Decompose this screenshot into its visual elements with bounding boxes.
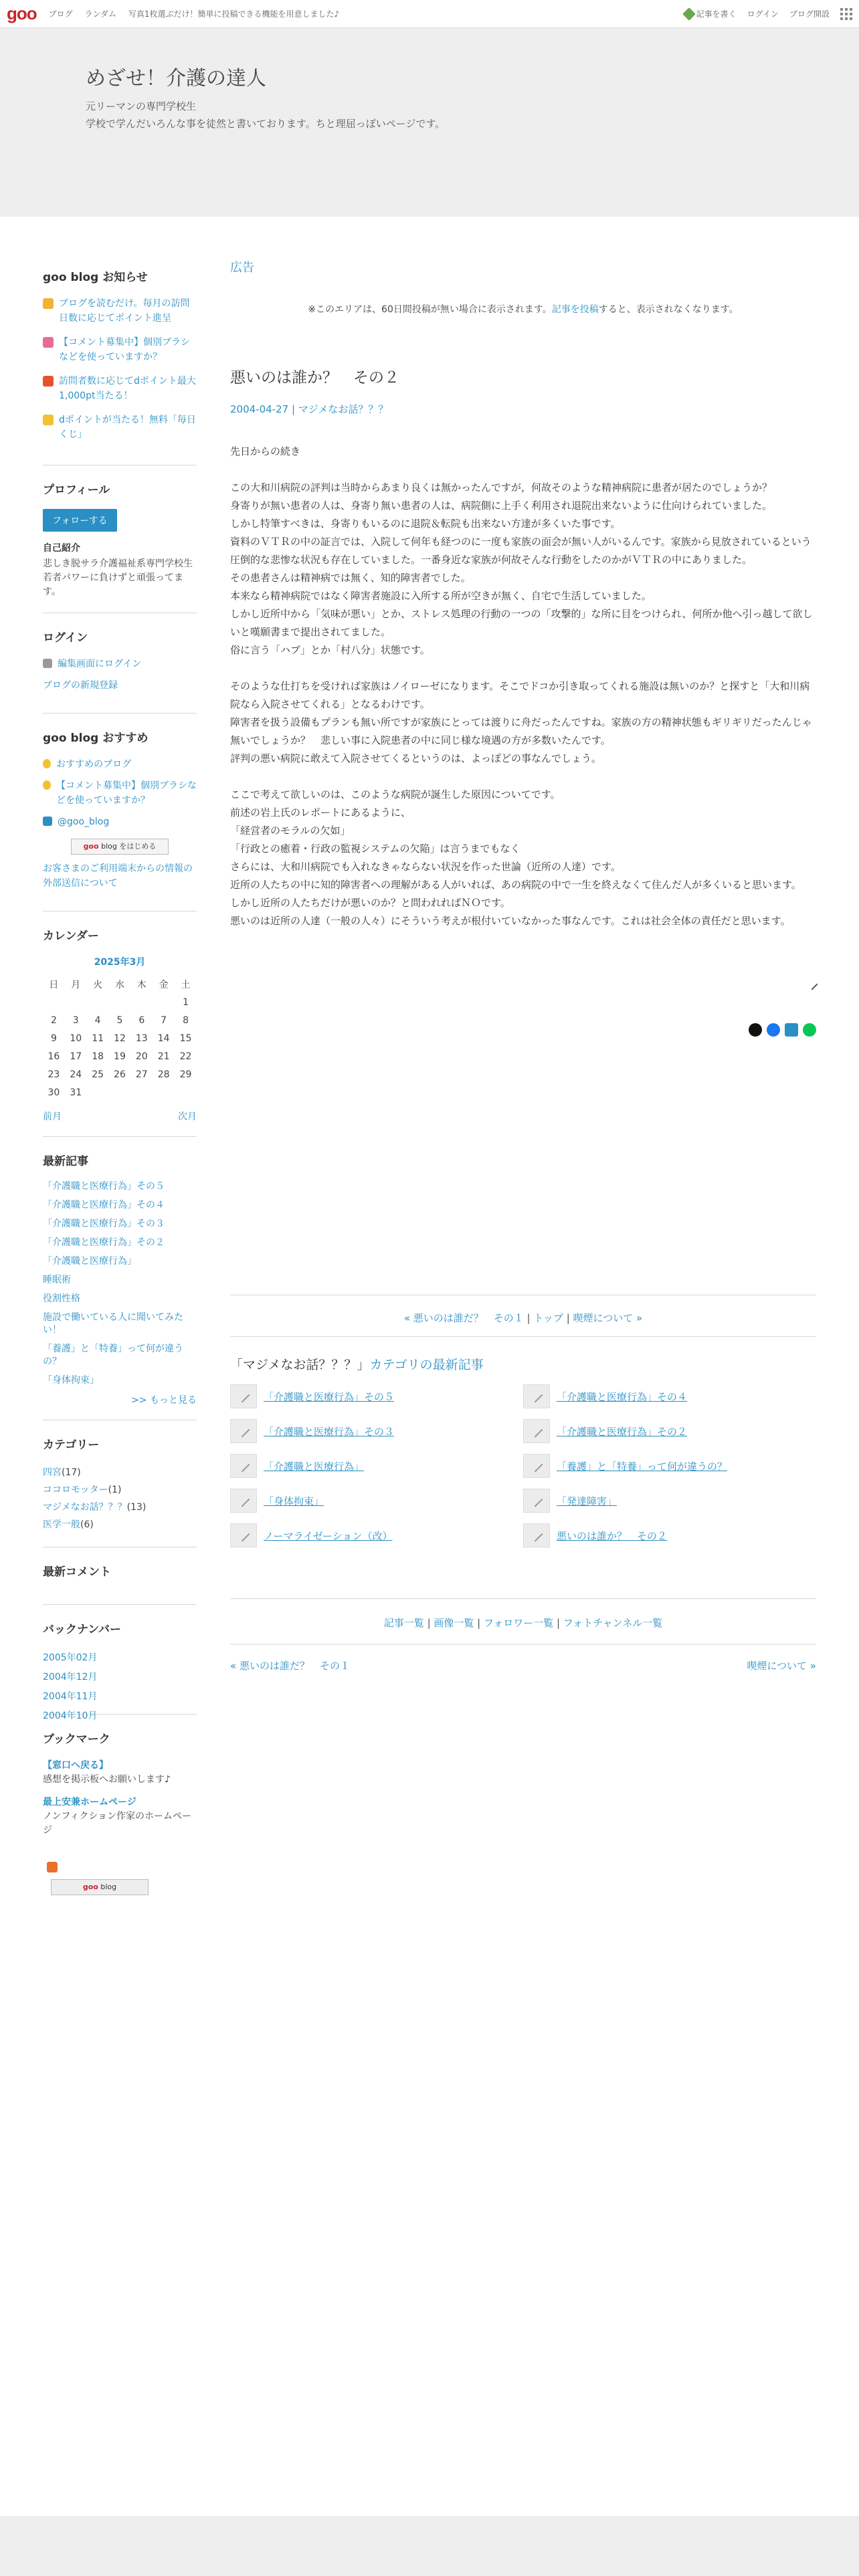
top-right bbox=[684, 8, 852, 20]
calendar-day: 15 bbox=[179, 1033, 192, 1044]
prev-month-link[interactable]: 前月 bbox=[43, 1111, 62, 1122]
category-link[interactable]: マジメなお話？？？ bbox=[43, 1502, 127, 1513]
footer-sep: | bbox=[423, 1617, 434, 1629]
bottom-nav bbox=[230, 1658, 816, 1673]
post-paragraph: 資料のＶＴＲの中の証言では、入院して何年も経つのに一度も家族の面会が無い人がいるんです。家族から見放されているという圧倒的な悲惨な状況も存在していました。一番身近な家族が何故そんな行動をしたのかがＶＴＲの中にありました。 bbox=[230, 536, 812, 566]
calendar-day bbox=[65, 993, 87, 1011]
post-paragraph: 前述の岩上氏のレポートにあるように、 bbox=[230, 807, 411, 819]
photo-channel-link[interactable]: フォトチャンネル一覧 bbox=[563, 1617, 663, 1629]
category-latest-item bbox=[230, 1523, 523, 1547]
post-paragraph: 評判の悪い病院に敢えて入院させてくるというのは、よっぽどの事なんでしょう。 bbox=[230, 752, 602, 764]
calendar-day: 17 bbox=[70, 1051, 82, 1062]
category-count: (17) bbox=[62, 1467, 81, 1478]
category-latest-grid bbox=[230, 1384, 816, 1547]
calendar-nav bbox=[43, 1109, 197, 1123]
post-paragraph: しかし特筆すべきは、身寄りもいるのに退院＆転院も出来ない方達が多くいた事です。 bbox=[230, 518, 621, 530]
sidebar bbox=[43, 267, 202, 1895]
category-latest-title bbox=[230, 1355, 484, 1373]
post-paragraph: 先日からの続き bbox=[230, 445, 301, 457]
calendar-day: 3 bbox=[72, 1014, 79, 1026]
post-paragraph: 身寄りが無い患者の人は、身寄り無い患者の人は、病院側に上手く利用され退院出来ないように仕向けられていました。 bbox=[230, 500, 773, 512]
calendar-week bbox=[43, 1011, 197, 1029]
post-body bbox=[230, 443, 816, 930]
post-paragraph: 「経営者のモラルの欠如」 bbox=[230, 825, 351, 837]
calendar-week bbox=[43, 1029, 197, 1047]
category-item bbox=[43, 1464, 197, 1481]
calendar-day: 29 bbox=[179, 1069, 192, 1080]
ad-note-post: すると、表示されなくなります。 bbox=[598, 304, 739, 315]
ad-note-pre: ※このエリアは、60日間投稿が無い場合に表示されます。 bbox=[308, 304, 552, 315]
calendar-day: 1 bbox=[183, 996, 189, 1008]
category-item bbox=[43, 1499, 197, 1516]
notice-text: 訪問者数に応じてdポイント最大1,000pt当たる！ bbox=[59, 376, 196, 401]
pen-icon bbox=[43, 659, 52, 668]
weekday: 金 bbox=[159, 979, 169, 990]
weekday: 木 bbox=[136, 979, 147, 990]
post-paragraph: 悪いのは近所の人達（一般の人々）にそういう考えが根付いていなかった事なんです。これは社会全体の責任だと思います。 bbox=[230, 915, 791, 927]
no-image-icon[interactable] bbox=[230, 1454, 257, 1478]
divider bbox=[230, 1336, 816, 1337]
category-latest-item bbox=[523, 1489, 816, 1513]
post-pager bbox=[230, 1311, 816, 1325]
goo-mark: goo bbox=[82, 1883, 98, 1891]
calendar-day: 20 bbox=[135, 1051, 148, 1062]
bottom-next-link[interactable]: 喫煙について » bbox=[747, 1660, 816, 1672]
bulb-icon bbox=[43, 780, 51, 790]
no-image-icon[interactable] bbox=[523, 1384, 550, 1408]
write-post-button[interactable] bbox=[684, 8, 737, 19]
notice-item[interactable] bbox=[43, 296, 197, 326]
calendar-day: 14 bbox=[157, 1033, 170, 1044]
weekday: 土 bbox=[181, 979, 191, 990]
backnumber-link[interactable]: 2004年11月 bbox=[43, 1691, 98, 1702]
calendar-day: 26 bbox=[114, 1069, 126, 1080]
calendar-day bbox=[109, 993, 131, 1011]
no-image-icon[interactable] bbox=[230, 1419, 257, 1443]
edit-login-link[interactable]: 編集画面にログイン bbox=[43, 657, 197, 671]
calendar-month: 2025年3月 bbox=[94, 957, 146, 968]
category-link[interactable]: ココロモッター bbox=[43, 1485, 108, 1495]
ad-title: 広告 bbox=[230, 261, 254, 275]
category-latest-item bbox=[523, 1454, 816, 1478]
meta-sep: | bbox=[288, 403, 298, 415]
page-footer bbox=[0, 2516, 859, 2576]
calendar-title: カレンダー bbox=[43, 930, 99, 943]
category-latest-item bbox=[230, 1454, 523, 1478]
app-grid-icon[interactable] bbox=[840, 8, 852, 20]
no-image-icon[interactable] bbox=[523, 1489, 550, 1513]
start-blog-label: blog をはじめる bbox=[98, 842, 157, 851]
recent-post-link[interactable]: 「身体拘束」 bbox=[43, 1375, 99, 1386]
rss-icon[interactable] bbox=[47, 1862, 58, 1872]
category-item bbox=[43, 1516, 197, 1533]
calendar-day: 12 bbox=[114, 1033, 126, 1044]
weekday: 日 bbox=[49, 979, 59, 990]
calendar-day bbox=[153, 993, 175, 1011]
post-list-link[interactable]: 記事一覧 bbox=[383, 1617, 424, 1629]
recommend-link[interactable]: 【コメント募集中】個別ブラシなどを使っていますか？ bbox=[43, 778, 197, 808]
self-intro-text: 悲しき脱サラ介護福祉系専門学校生 若者パワーに負けずと頑張ってます。 bbox=[43, 558, 202, 597]
pager-sep: | bbox=[563, 1312, 573, 1324]
category-latest-link[interactable]: 「介護職と医療行為」その３ bbox=[264, 1425, 395, 1438]
x-share-icon[interactable] bbox=[749, 1023, 762, 1037]
post-meta bbox=[230, 402, 816, 416]
comments-title: 最新コメント bbox=[43, 1566, 111, 1579]
backnumber-link[interactable]: 2004年10月 bbox=[43, 1711, 98, 1721]
calendar-day: 7 bbox=[161, 1014, 167, 1026]
calendar-day: 23 bbox=[47, 1069, 60, 1080]
start-blog-button[interactable] bbox=[71, 839, 169, 855]
calendar-week bbox=[43, 1083, 197, 1101]
category-latest-link[interactable]: 「介護職と医療行為」その４ bbox=[557, 1390, 688, 1403]
category-link[interactable]: 四宮 bbox=[43, 1467, 62, 1478]
weekday: 月 bbox=[71, 979, 81, 990]
backnumber-title: バックナンバー bbox=[43, 1623, 121, 1636]
profile-title: プロフィール bbox=[43, 484, 110, 497]
recent-post-link[interactable]: 役割性格 bbox=[43, 1293, 80, 1304]
line-share-icon[interactable] bbox=[803, 1023, 816, 1037]
post-paragraph: その患者さんは精神病では無く、知的障害者でした。 bbox=[230, 572, 471, 584]
recent-post-link[interactable]: 「介護職と医療行為」その２ bbox=[43, 1237, 165, 1248]
notice-item[interactable] bbox=[43, 413, 197, 442]
category-latest-link[interactable]: 「介護職と医療行為」その５ bbox=[264, 1390, 395, 1403]
category-count: (6) bbox=[80, 1519, 94, 1530]
category-latest-link[interactable]: カテゴリの最新記事 bbox=[369, 1358, 484, 1372]
calendar-day: 18 bbox=[92, 1051, 104, 1062]
recent-title: 最新記事 bbox=[43, 1155, 88, 1168]
weekday: 水 bbox=[114, 979, 124, 990]
blog-header bbox=[0, 28, 859, 217]
hatena-share-icon[interactable] bbox=[785, 1023, 798, 1037]
backnumber-link[interactable]: 2004年12月 bbox=[43, 1672, 98, 1683]
post-title: 悪いのは誰か？ その２ bbox=[230, 369, 399, 387]
share-buttons bbox=[749, 1023, 816, 1037]
post-paragraph: 俗に言う「ハブ」とか「村八分」状態です。 bbox=[230, 644, 430, 656]
calendar-day: 24 bbox=[70, 1069, 82, 1080]
calendar-day: 5 bbox=[116, 1014, 123, 1026]
bulb-icon bbox=[43, 759, 51, 768]
post-paragraph bbox=[230, 659, 816, 677]
category-latest-item bbox=[230, 1384, 523, 1408]
category-latest-item bbox=[523, 1523, 816, 1547]
calendar-day bbox=[130, 1083, 153, 1101]
next-month-link[interactable]: 次月 bbox=[178, 1111, 197, 1122]
calendar-week bbox=[43, 1065, 197, 1083]
calendar-days bbox=[43, 993, 197, 1101]
category-link[interactable]: 医学一般 bbox=[43, 1519, 80, 1530]
category-latest-link[interactable]: 悪いのは誰か？ その２ bbox=[557, 1529, 668, 1542]
calendar-day: 22 bbox=[179, 1051, 192, 1062]
external-info-link[interactable]: お客さまのご利用端末からの情報の外部送信について bbox=[43, 863, 193, 889]
pattern-icon bbox=[43, 376, 54, 387]
no-image-icon[interactable] bbox=[523, 1454, 550, 1478]
twitter-icon bbox=[43, 817, 52, 826]
footer-links bbox=[230, 1616, 816, 1630]
backnumber-list[interactable] bbox=[43, 1648, 197, 1721]
calendar-day bbox=[43, 993, 65, 1011]
no-image-icon[interactable] bbox=[230, 1523, 257, 1547]
recent-section bbox=[43, 1152, 197, 1420]
bottom-prev-link[interactable]: « 悪いのは誰だ？ その１ bbox=[230, 1660, 350, 1672]
bookmark-title: ブックマーク bbox=[43, 1733, 110, 1746]
calendar-day bbox=[175, 1083, 197, 1101]
notice-text: dポイントが当たる！無料「毎日くじ」 bbox=[59, 415, 196, 440]
goo-logo[interactable]: goo bbox=[7, 3, 37, 23]
category-count: (1) bbox=[108, 1485, 122, 1495]
calendar-day: 31 bbox=[70, 1087, 82, 1098]
category-latest-link[interactable]: ノーマライゼーション（改） bbox=[264, 1529, 393, 1542]
category-latest-name: 「マジメなお話？？？」 bbox=[230, 1358, 370, 1372]
calendar-section bbox=[43, 926, 197, 1137]
edit-pen-icon[interactable] bbox=[807, 979, 818, 990]
calendar-week bbox=[43, 993, 197, 1011]
calendar-day: 16 bbox=[47, 1051, 60, 1062]
category-latest-link[interactable]: 「発達障害」 bbox=[557, 1495, 617, 1507]
post-paragraph: 近所の人たちの中に知的障害者への理解がある人がいれば、あの病院の中で一生を終えなくて住んだ人が多くいると思います。 bbox=[230, 879, 801, 891]
next-post-link[interactable]: 喫煙について » bbox=[573, 1312, 643, 1324]
post-paragraph bbox=[230, 461, 816, 479]
top-link[interactable]: トップ bbox=[533, 1312, 563, 1324]
post-paragraph: しかし近所中から「気味が悪い」とか、ストレス処理の行動の一つの「攻撃的」な所に目をつけられ、何所か他へ引っ越して欲しいと嘆願書まで提出されてました。 bbox=[230, 608, 813, 638]
calendar-day: 4 bbox=[94, 1014, 101, 1026]
new-register-link[interactable]: ブログの新規登録 bbox=[43, 680, 118, 691]
recent-post-link[interactable]: 「介護職と医療行為」その４ bbox=[43, 1200, 165, 1210]
top-bar bbox=[0, 0, 859, 28]
blog-description bbox=[86, 98, 445, 132]
post-paragraph: さらには、大和川病院でも入れなきゃならない状況を作った世論（近所の人達）です。 bbox=[230, 861, 621, 873]
category-latest-item bbox=[230, 1419, 523, 1443]
blog-desc-line1: 元リーマンの専門学校生 bbox=[86, 100, 197, 112]
post-paragraph: ここで考えて欲しいのは、このような病院が誕生した原因についてです。 bbox=[230, 788, 561, 800]
follow-button[interactable]: フォローする bbox=[43, 509, 117, 532]
calendar-day bbox=[153, 1083, 175, 1101]
footer-sep: | bbox=[553, 1617, 563, 1629]
blog-desc-line2: 学校で学んだいろんな事を徒然と書いております。ちと理屈っぽいページです。 bbox=[86, 118, 446, 130]
post-paragraph: 本来なら精神病院ではなく障害者施設に入所する所が空きが無く、自宅で生活していました。 bbox=[230, 590, 652, 602]
top-nav-blog[interactable]: ブログ bbox=[48, 9, 73, 19]
no-image-icon[interactable] bbox=[523, 1523, 550, 1547]
category-section bbox=[43, 1435, 197, 1547]
bookmark-link[interactable]: 最上安兼ホームページ bbox=[43, 1797, 136, 1808]
notices-section bbox=[43, 267, 197, 465]
notice-item[interactable] bbox=[43, 335, 197, 364]
category-latest-link[interactable]: 「身体拘束」 bbox=[264, 1495, 324, 1507]
points-icon bbox=[43, 298, 54, 309]
twitter-link[interactable]: @goo_blog bbox=[43, 815, 197, 829]
top-nav-promo[interactable]: 写真1枚選ぶだけ！簡単に投稿できる機能を用意しました♪ bbox=[128, 9, 340, 19]
facebook-share-icon[interactable] bbox=[767, 1023, 780, 1037]
post-category[interactable]: マジメなお話？？？ bbox=[298, 403, 389, 415]
recent-post-link[interactable]: 「介護職と医療行為」その５ bbox=[43, 1181, 165, 1192]
notice-item[interactable] bbox=[43, 374, 197, 403]
divider bbox=[230, 1598, 816, 1599]
backnumber-link[interactable]: 2005年02月 bbox=[43, 1652, 98, 1663]
bookmark-section bbox=[43, 1729, 197, 1895]
login-section bbox=[43, 628, 197, 714]
self-intro-title: 自己紹介 bbox=[43, 543, 80, 554]
badge-label: blog bbox=[98, 1883, 117, 1891]
category-item bbox=[43, 1481, 197, 1499]
calendar-day: 11 bbox=[92, 1033, 104, 1044]
calendar-day: 21 bbox=[157, 1051, 170, 1062]
calendar-day bbox=[109, 1083, 131, 1101]
image-list-link[interactable]: 画像一覧 bbox=[434, 1617, 474, 1629]
calendar-day: 8 bbox=[183, 1014, 189, 1026]
goo-mark: goo bbox=[83, 842, 99, 851]
comments-section bbox=[43, 1562, 197, 1605]
calendar-day: 28 bbox=[157, 1069, 170, 1080]
calendar-day: 27 bbox=[135, 1069, 148, 1080]
category-title: カテゴリー bbox=[43, 1438, 100, 1452]
calendar-day: 10 bbox=[70, 1033, 82, 1044]
pencil-icon bbox=[682, 7, 696, 21]
calendar-day bbox=[87, 1083, 109, 1101]
pager-sep: | bbox=[523, 1312, 534, 1324]
bookmark-desc: 感想を掲示板へお願いします♪ bbox=[43, 1774, 171, 1785]
recommend-link[interactable]: おすすめのブログ bbox=[43, 757, 197, 772]
prev-post-link[interactable]: « 悪いのは誰だ？ その１ bbox=[403, 1312, 524, 1324]
calendar-day bbox=[130, 993, 153, 1011]
recent-post-link[interactable]: 「介護職と医療行為」 bbox=[43, 1256, 136, 1267]
category-latest-link[interactable]: 「介護職と医療行為」その２ bbox=[557, 1425, 688, 1438]
calendar-weekdays bbox=[43, 975, 197, 993]
music-note-icon bbox=[43, 337, 54, 348]
post-paragraph: そのような仕打ちを受ければ家族はノイローゼになります。そこでドコか引き取ってくれる施設は無いのか？と探すと「大和川病院なら入院させてくれる」となるわけです。 bbox=[230, 680, 810, 710]
calendar-day bbox=[87, 993, 109, 1011]
recent-post-link[interactable]: 「介護職と医療行為」その３ bbox=[43, 1218, 165, 1229]
weekday: 火 bbox=[93, 979, 103, 990]
ad-note bbox=[230, 302, 816, 316]
top-nav-random[interactable]: ランダム bbox=[84, 9, 117, 19]
category-latest-link[interactable]: 「介護職と医療行為」 bbox=[264, 1460, 365, 1473]
notice-text: ブログを読むだけ。毎月の訪問日数に応じてポイント進呈 bbox=[59, 298, 190, 324]
post-paragraph: この大和川病院の評判は当時からあまり良くは無かったんですが，何故そのような精神病院に患者が居たのでしょうか？ bbox=[230, 481, 773, 494]
post-paragraph: しかし近所の人たちだけが悪いのか？と問われればＮＯです。 bbox=[230, 897, 510, 909]
no-image-icon[interactable] bbox=[230, 1384, 257, 1408]
login-title: ログイン bbox=[43, 631, 88, 645]
calendar-day: 25 bbox=[92, 1069, 104, 1080]
goo-blog-badge[interactable] bbox=[51, 1879, 149, 1895]
sparkle-icon bbox=[43, 415, 54, 425]
main-content bbox=[230, 258, 816, 930]
recommend-title: goo blog おすすめ bbox=[43, 732, 149, 745]
post-date[interactable]: 2004-04-27 bbox=[230, 403, 289, 415]
open-blog-link[interactable]: ブログ開設 bbox=[789, 9, 830, 19]
follower-list-link[interactable]: フォロワー一覧 bbox=[484, 1617, 554, 1629]
bookmark-link[interactable]: 【窓口へ戻る】 bbox=[43, 1760, 108, 1771]
more-link[interactable]: >> もっと見る bbox=[131, 1395, 197, 1406]
backnumber-section bbox=[43, 1620, 197, 1721]
profile-section bbox=[43, 480, 202, 613]
write-post-label: 記事を書く bbox=[696, 9, 737, 19]
no-image-icon[interactable] bbox=[523, 1419, 550, 1443]
calendar-day: 19 bbox=[114, 1051, 126, 1062]
post-paragraph: 障害者を扱う設備もプランも無い所ですが家族にとっては渡りに舟だったんですね。家族の方の精神状態もギリギリだったんじゃ無いでしょうか？ 悲しい事に入院患者の中に同じ様な境遇の方が多数いたんです。 bbox=[230, 716, 812, 746]
notice-text: 【コメント募集中】個別ブラシなどを使っていますか？ bbox=[59, 337, 190, 362]
login-link[interactable]: ログイン bbox=[747, 9, 779, 19]
post-paragraph: 「行政との癒着・行政の監視システムの欠陥」は言うまでもなく bbox=[230, 843, 520, 855]
calendar-week bbox=[43, 1047, 197, 1065]
bookmark-desc: ノンフィクション作家のホームページ bbox=[43, 1811, 192, 1836]
footer-sep: | bbox=[474, 1617, 484, 1629]
calendar-table bbox=[43, 975, 197, 1101]
category-latest-item bbox=[523, 1419, 816, 1443]
calendar-day: 9 bbox=[50, 1033, 57, 1044]
top-nav bbox=[49, 8, 349, 19]
recent-post-link[interactable]: 睡眠術 bbox=[43, 1275, 71, 1285]
blog-title[interactable]: めざせ！介護の達人 bbox=[86, 67, 266, 90]
category-latest-item bbox=[230, 1489, 523, 1513]
no-image-icon[interactable] bbox=[230, 1489, 257, 1513]
recommend-section bbox=[43, 728, 197, 911]
recent-post-link[interactable]: 施設で働いている人に聞いてみたい！ bbox=[43, 1312, 183, 1335]
calendar-day: 13 bbox=[135, 1033, 148, 1044]
calendar-day: 6 bbox=[138, 1014, 145, 1026]
post-article-link[interactable]: 記事を投稿 bbox=[551, 304, 599, 315]
notices-title: goo blog お知らせ bbox=[43, 271, 148, 284]
calendar-day: 30 bbox=[47, 1087, 60, 1098]
category-latest-link[interactable]: 「養護」と「特養」って何が違うの？ bbox=[557, 1460, 728, 1473]
category-latest-item bbox=[523, 1384, 816, 1408]
calendar-day: 2 bbox=[50, 1014, 57, 1026]
post-paragraph bbox=[230, 768, 816, 786]
recent-post-link[interactable]: 「養護」と「特養」って何が違うの？ bbox=[43, 1344, 183, 1367]
category-count: (13) bbox=[126, 1502, 147, 1513]
